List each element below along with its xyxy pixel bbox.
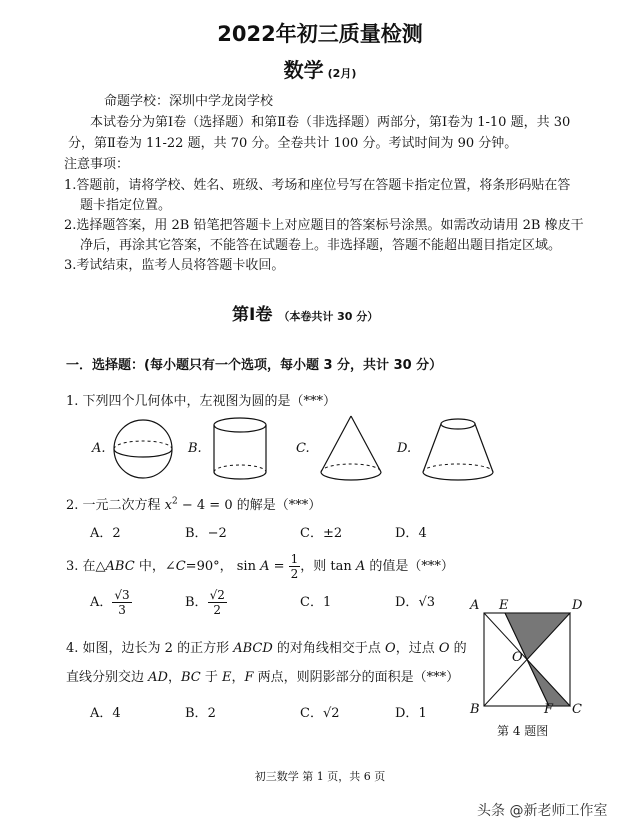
school-line: 命题学校：深圳中学龙岗学校 (104, 94, 274, 109)
cylinder-icon (212, 416, 268, 482)
q2-option-a (90, 522, 121, 541)
q4-figure (484, 613, 570, 706)
note-1b: 题卡指定位置。 (80, 198, 172, 213)
q3-option-a-den: 3 (118, 603, 126, 617)
q1-label-c: C. (296, 441, 310, 456)
cone-icon (318, 414, 384, 484)
part1-heading (232, 300, 378, 325)
q3-abc: ABC (105, 559, 135, 574)
q4-option-d-value: 1 (418, 706, 427, 721)
point-f: F (544, 702, 554, 717)
q4-option-b-label: B． (185, 706, 208, 721)
q2-option-a-label: A． (90, 526, 113, 541)
q4-option-b (185, 702, 216, 721)
q4-line-1 (66, 637, 467, 656)
q2-option-d-label: D． (395, 526, 419, 541)
q3-stem-post1: ，则 tan (300, 559, 356, 574)
point-d: D (572, 598, 583, 613)
q4-line-2 (66, 666, 459, 685)
q3-fraction (289, 552, 301, 581)
q3-a2: A (355, 559, 366, 574)
q3-a: A (260, 559, 270, 574)
q4-l1-mid: 的对角线相交于点 (272, 641, 386, 656)
exam-title: 2022年初三质量检测 (217, 22, 423, 46)
q3-option-d-label: D． (395, 595, 419, 610)
q2-option-c (300, 522, 342, 541)
q3-stem-mid: 中，∠ (134, 559, 176, 574)
subject-note: (2月) (327, 67, 357, 80)
q4-abcd: ABCD (233, 641, 273, 656)
q4-l1-pre: 4. 如图，边长为 2 的正方形 (66, 641, 234, 656)
q4-f: F (244, 670, 254, 685)
note-3: 3.考试结束，监考人员将答题卡收回。 (64, 258, 285, 273)
q3-option-d-value: √3 (418, 595, 435, 610)
q3-option-a-label: A． (90, 595, 113, 610)
q2-eq-sup: 2 (172, 496, 178, 507)
q3-frac-den: 2 (290, 567, 299, 581)
q2-option-c-value: ±2 (322, 526, 343, 541)
q2-stem-pre: 2. 一元二次方程 (66, 498, 165, 513)
q4-l2-c2: ， (231, 670, 245, 685)
q4-option-c-value: √2 (322, 706, 340, 721)
q3-eq: = (269, 559, 289, 574)
q4-e: E (221, 670, 232, 685)
q2-option-d-value: 4 (418, 526, 427, 541)
point-b: B (470, 702, 480, 717)
q4-option-a (90, 702, 121, 721)
q3-option-c (300, 588, 331, 618)
point-e: E (499, 598, 509, 613)
point-c: C (572, 702, 582, 717)
q2-option-d (395, 522, 427, 541)
q3-option-c-label: C． (300, 595, 323, 610)
sphere-icon (112, 418, 176, 482)
q3-c: C (175, 559, 186, 574)
q4-o2: O (438, 641, 450, 656)
part1-note: （本卷共计 30 分） (278, 310, 379, 323)
q1-stem: 1. 下列四个几何体中，左视图为圆的是（***） (66, 394, 337, 409)
q4-option-a-value: 4 (112, 706, 121, 721)
subject-name: 数学 (283, 58, 324, 82)
q2-option-c-label: C． (300, 526, 323, 541)
q3-stem-mid2: =90°， sin (185, 559, 261, 574)
note-2b: 净后，再涂其它答案，不能答在试题卷上。非选择题，答题不能超出题目指定区域。 (80, 238, 562, 253)
q4-o: O (385, 641, 396, 656)
q2-stem-post: 的解是（***） (232, 498, 322, 513)
q4-option-c-label: C． (300, 706, 323, 721)
q4-bc: BC (180, 670, 201, 685)
q3-option-d (395, 588, 435, 618)
q4-l2-mid: 于 (200, 670, 222, 685)
q4-l1-end: 的 (449, 641, 467, 656)
q2-eq-rest: − 4 = 0 (177, 498, 233, 513)
q2-option-b-label: B． (185, 526, 208, 541)
notes-heading: 注意事项： (64, 157, 130, 172)
q4-option-b-value: 2 (207, 706, 216, 721)
q4-figure-caption: 第 4 题图 (497, 724, 549, 738)
q4-option-a-label: A． (90, 706, 113, 721)
q1-label-b: B. (188, 441, 202, 456)
q2-stem (66, 494, 321, 513)
q3-option-b (185, 588, 227, 618)
q3-stem-pre: 3. 在△ (66, 559, 106, 574)
page-footer: 初三数学 第 1 页，共 6 页 (254, 770, 386, 783)
part1-title: 第Ⅰ卷 (232, 305, 273, 325)
q3-option-b-frac (208, 588, 227, 617)
q4-option-d (395, 702, 427, 721)
q2-eq-x: x (164, 498, 173, 513)
q1-label-a: A. (92, 441, 106, 456)
q3-option-b-den: 2 (213, 603, 222, 617)
q3-option-a-frac (112, 588, 131, 617)
q2-option-b-value: −2 (207, 526, 227, 541)
intro-line-2: 分，第Ⅱ卷为 11-22 题，共 70 分。全卷共计 100 分。考试时间为 90 分钟。 (68, 136, 518, 151)
q3-option-b-label: B． (185, 595, 208, 610)
q2-option-a-value: 2 (112, 526, 121, 541)
q4-ad: AD (148, 670, 168, 685)
q1-label-d: D. (397, 441, 412, 456)
q3-option-a (90, 588, 132, 618)
point-o: O (512, 650, 523, 665)
note-2a: 2.选择题答案，用 2B 铅笔把答题卡上对应题目的答案标号涂黑。如需改动请用 2B 橡皮干 (64, 218, 584, 233)
section1-heading: 一．选择题：(每小题只有一个选项，每小题 3 分，共计 30 分） (66, 358, 443, 373)
intro-line-1: 本试卷分为第Ⅰ卷（选择题）和第Ⅱ卷（非选择题）两部分，第Ⅰ卷为 1-10 题，共 30 (90, 115, 571, 130)
q3-frac-num: 1 (290, 552, 299, 566)
q3-option-c-value: 1 (322, 595, 332, 610)
shaded-bottom (527, 660, 570, 707)
q2-option-b (185, 522, 227, 541)
q4-option-d-label: D． (395, 706, 419, 721)
frustum-icon (420, 414, 496, 484)
q4-l2-c1: ， (167, 670, 181, 685)
q4-l2-post: 两点，则阴影部分的面积是（***） (253, 670, 460, 685)
q4-l2-pre: 直线分别交边 (66, 670, 149, 685)
q3-option-b-num: √2 (209, 588, 225, 602)
q3-stem (66, 552, 454, 582)
q3-stem-post2: 的值是（***） (365, 559, 454, 574)
watermark: 头条 @新老师工作室 (477, 803, 608, 819)
note-1a: 1.答题前，请将学校、姓名、班级、考场和座位号写在答题卡指定位置，将条形码贴在答 (64, 178, 571, 193)
q4-option-c (300, 702, 340, 721)
q3-option-a-num: √3 (114, 588, 130, 602)
subject-title (0, 54, 640, 83)
q4-l1-post: ，过点 (395, 641, 439, 656)
point-a: A (470, 598, 480, 613)
